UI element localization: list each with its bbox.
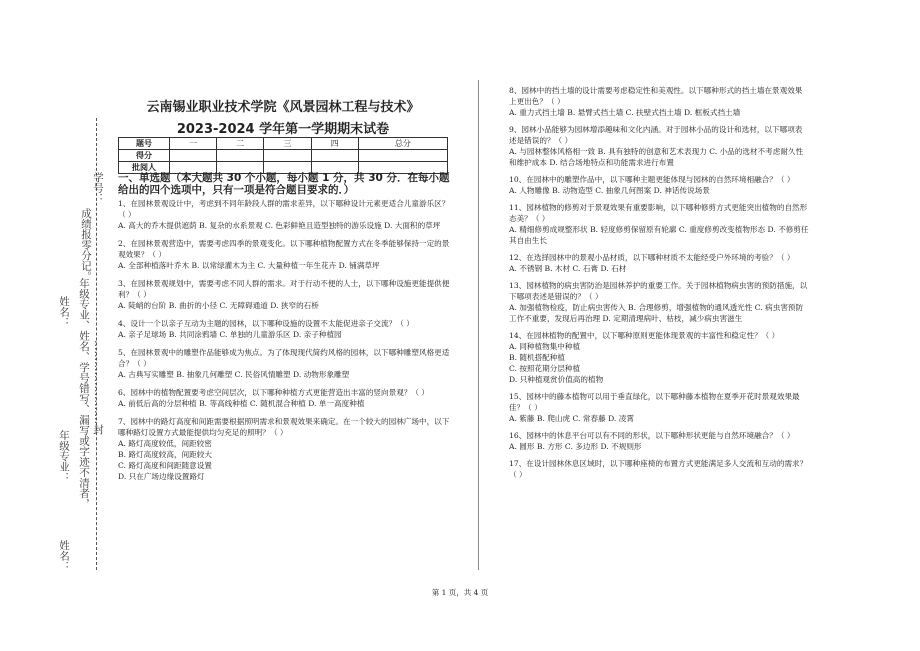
question-option: C. 路灯高度和间距随意设置 (118, 461, 212, 470)
question-option: A. 古典写实雕塑 B. 抽象几何雕塑 C. 民俗风情雕塑 D. 动物形象雕塑 (118, 370, 350, 379)
question-stem: 2、在园林景观营造中，需要考虑四季的景观变化。以下哪种植物配置方式在冬季能够保持一定的景观效果？（ ） (118, 239, 450, 259)
question-item (118, 347, 453, 380)
left-question-column (118, 198, 453, 489)
question-option: B. 路灯高度较高，间距较大 (118, 450, 212, 459)
question-option: B. 随机搭配种植 (509, 353, 565, 362)
column-divider (478, 80, 479, 570)
question-item (509, 252, 809, 274)
question-item (509, 174, 809, 196)
question-option: C. 按照花期分层种植 (509, 364, 581, 373)
question-option: A. 前低后高的分层种植 B. 等高线种植 C. 随机混合种植 D. 单一高度种植 (118, 399, 365, 408)
binding-seal: ……………………封 (92, 340, 104, 435)
score-table (118, 137, 448, 174)
binding-name-label: 姓名： (58, 296, 70, 328)
score-col-label: 题号 (119, 138, 170, 150)
right-question-column (509, 85, 809, 486)
question-option: A. 陡峭的台阶 B. 曲折的小径 C. 无障碍通道 D. 狭窄的石桥 (118, 301, 319, 310)
question-option: A. 紫藤 B. 爬山虎 C. 常春藤 D. 凌霄 (509, 414, 634, 423)
score-table-header-row (119, 138, 448, 150)
question-option: A. 精细修剪成规整形状 B. 轻度修剪保留原有轮廓 C. 重度修剪改变植物形态 D. 不修剪任其自由生长 (509, 225, 809, 245)
question-stem: 3、在园林景观规划中，需要考虑不同人群的需求。对于行动不便的人士，以下哪种设施更能提供便利？（ ） (118, 279, 450, 299)
question-option: A. 不锈钢 B. 木材 C. 石膏 D. 石材 (509, 264, 627, 273)
binding-student-id-label: 学号： (92, 172, 104, 204)
question-item (118, 198, 453, 231)
question-item (509, 391, 809, 424)
question-stem: 10、在园林中的雕塑作品中，以下哪种主题更能体现与园林的自然环境相融合？（ ） (509, 175, 795, 184)
question-option: A. 人物雕像 B. 动物造型 C. 抽象几何图案 D. 神话传说场景 (509, 186, 710, 195)
question-option: A. 全部种植落叶乔木 B. 以常绿灌木为主 C. 大量种植一年生花卉 D. 铺满草坪 (118, 261, 380, 270)
exam-term-title: 2023-2024 学年第一学期期末试卷 (176, 122, 390, 137)
binding-school-label: 姓名： (58, 540, 70, 572)
page-footer: 第 1 页，共 4 页 (431, 588, 489, 597)
question-item (509, 430, 809, 452)
question-stem: 13、园林植物的病虫害防治是园林养护的重要工作。关于园林植物病虫害的预防措施，以下哪项表述是错误的？（ ） (509, 281, 808, 301)
score-col-3: 三 (264, 138, 311, 150)
question-stem: 8、园林中的挡土墙的设计需要考虑稳定性和美观性。以下哪种形式的挡土墙在景观效果上更出色？（ ） (509, 86, 803, 106)
score-row (119, 150, 448, 162)
score-col-total: 总分 (358, 138, 447, 150)
question-stem: 6、园林中的植物配置要考虑空间层次，以下哪种种植方式更能营造出丰富的竖向景观？（ ） (118, 388, 429, 397)
question-stem: 14、在园林植物的配置中，以下哪种原则更能体现景观的丰富性和稳定性？（ ） (509, 331, 780, 340)
question-stem: 11、园林植物的修剪对于景观效果有重要影响，以下哪种修剪方式更能突出植物的自然形态美？（ ） (509, 203, 808, 223)
question-item (118, 278, 453, 311)
score-col-1: 一 (170, 138, 217, 150)
exam-school-title: 云南锡业职业技术学院《风景园林工程与技术》 (146, 100, 420, 115)
question-item (509, 330, 809, 385)
section-1-heading: 一、单选题（本大题共 30 个小题，每小题 1 分，共 30 分．在每小题给出的四个选项中，只有一项是符合题目要求的．） (118, 172, 450, 196)
binding-rule: 年级专业、姓名、学号错写、漏写或字迹不清者， (78, 278, 90, 509)
question-option: D. 只种植观赏价值高的植物 (509, 375, 604, 384)
question-option: A. 重力式挡土墙 B. 悬臂式挡土墙 C. 扶壁式挡土墙 D. 框板式挡土墙 (509, 108, 741, 117)
question-stem: 12、在选择园林中的景观小品材质，以下哪种材质不太能经受户外环境的考验？（ ） (509, 253, 795, 262)
question-item (118, 387, 453, 409)
question-stem: 1、在园林景观设计中，考虑到不同年龄段人群的需求差异，以下哪种设计元素更适合儿童游乐区？（ ） (118, 199, 450, 219)
question-option: A. 路灯高度较低，间距较密 (118, 439, 212, 448)
question-item (118, 416, 453, 482)
grader-row-label: 批阅人 (119, 162, 170, 174)
question-item (118, 238, 453, 271)
question-stem: 15、园林中的藤本植物可以用于垂直绿化，以下哪种藤本植物在夏季开花时景观效果最佳？（ ） (509, 392, 800, 412)
question-stem: 4、设计一个以亲子互动为主题的园林，以下哪种设施的设置不太能促进亲子交流？（ ） (118, 319, 414, 328)
question-item (509, 124, 809, 168)
question-stem: 17、在设计园林休息区域时，以下哪种座椅的布置方式更能满足多人交流和互动的需求？（ ） (509, 459, 808, 479)
question-item (509, 280, 809, 324)
question-stem: 5、在园林景观中的雕塑作品能够成为焦点。为了体现现代简约风格的园林，以下哪种雕塑风格更适合？（ ） (118, 348, 450, 368)
question-option: A. 高大的乔木提供遮荫 B. 复杂的水系景观 C. 色彩鲜艳且造型独特的游乐设施 D. 大面积的草坪 (118, 221, 441, 230)
score-col-4: 四 (311, 138, 358, 150)
question-item (509, 85, 809, 118)
question-stem: 7、园林中的路灯高度和间距需要根据照明需求和景观效果来确定。在一个较大的园林广场中，以下哪种路灯设置方式最能提供均匀充足的照明？（ ） (118, 417, 450, 437)
question-option: A. 与园林整体风格相一致 B. 具有独特的创意和艺术表现力 C. 小品的选材不考虑耐久性和维护成本 D. 结合场地特点和功能需求进行布置 (509, 147, 804, 167)
binding-notice2: 成绩报零分记。 (80, 208, 92, 282)
question-option: A. 亲子足球场 B. 共同涂鸦墙 C. 单独的儿童游乐区 D. 亲子种植园 (118, 330, 342, 339)
question-option: A. 加强植物检疫，防止病虫害传入 B. 合理修剪，增强植物的通风透光性 C. 病虫害预防工作不重要，发现后再治理 D. 定期清理病叶、枯枝，减少病虫害滋生 (509, 303, 804, 323)
question-stem: 16、园林中的休息平台可以有不同的形状，以下哪种形状更能与自然环境融合？（ ） (509, 431, 795, 440)
question-item (509, 202, 809, 246)
binding-major-label: 年级专业： (58, 430, 70, 483)
question-option: A. 圆形 B. 方形 C. 多边形 D. 不规则形 (509, 442, 642, 451)
question-option: D. 只在广场边缘设置路灯 (118, 472, 205, 481)
score-col-2: 二 (217, 138, 264, 150)
score-row-label: 得分 (119, 150, 170, 162)
question-option: A. 同种植物集中种植 (509, 342, 581, 351)
question-item (118, 318, 453, 340)
question-item (509, 458, 809, 480)
question-stem: 9、园林小品能够为园林增添趣味和文化内涵。对于园林小品的设计和选材，以下哪项表述是错误的？（ ） (509, 125, 803, 145)
